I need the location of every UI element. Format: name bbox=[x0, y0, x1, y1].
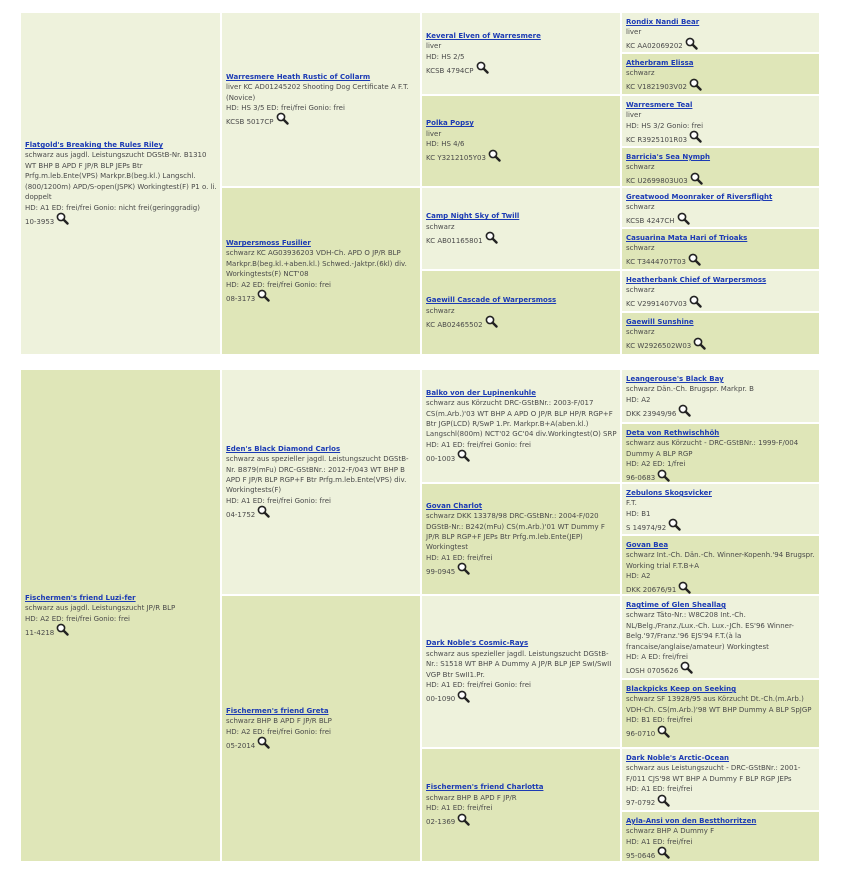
magnifier-icon[interactable] bbox=[257, 740, 270, 751]
dog-health: HD: B1 ED: frei/frei bbox=[626, 716, 693, 725]
registration-number: LOSH 0705626 bbox=[626, 667, 679, 676]
dog-registration bbox=[226, 740, 417, 751]
dog-info: schwarz aus Körzucht - DRC-GStBNr.: 1999-F/004 Dummy A BLP RGP bbox=[626, 439, 799, 458]
pedigree-grandparent-cell bbox=[422, 484, 620, 594]
pedigree-parent-cell bbox=[222, 13, 420, 186]
magnifier-icon[interactable] bbox=[457, 453, 470, 464]
registration-number: 11-4218 bbox=[25, 628, 55, 637]
dog-name-link[interactable]: Dark Noble's Arctic-Ocean bbox=[626, 754, 730, 762]
registration-number: 99-0945 bbox=[426, 567, 456, 576]
dog-name-link[interactable]: Gaewill Cascade of Warpersmoss bbox=[426, 296, 557, 305]
dog-name-link[interactable]: Balko von der Lupinenkuhle bbox=[426, 388, 536, 397]
pedigree-parent-cell bbox=[222, 370, 420, 594]
dog-health: HD: A2 ED: frei/frei Gonio: frei bbox=[25, 614, 130, 623]
registration-number: KC Y3212105Y03 bbox=[426, 154, 486, 163]
dog-name-link[interactable]: Zebulons Skogsvicker bbox=[626, 489, 712, 497]
dog-name-link[interactable]: Warresmere Heath Rustic of Collarm bbox=[226, 72, 371, 81]
dog-registration bbox=[626, 473, 816, 482]
magnifier-icon[interactable] bbox=[257, 293, 270, 304]
dog-name-link[interactable]: Ayla-Ansi von den Bestthorritzen bbox=[626, 817, 757, 825]
dog-name-link[interactable]: Gaewill Sunshine bbox=[626, 318, 694, 326]
dog-info: schwarz bbox=[626, 163, 655, 172]
dog-info: schwarz aus Leistungszucht - DRC-GStBNr.: 2001-F/011 CJS'98 WT BHP A Dummy F BLP RGP JEPs bbox=[626, 764, 801, 783]
magnifier-icon[interactable] bbox=[689, 82, 702, 93]
dog-name-link[interactable]: Casuarina Mata Hari of Trioaks bbox=[626, 234, 748, 242]
registration-number: 00-1003 bbox=[426, 454, 456, 463]
dog-health: HD: A ED: frei/frei bbox=[626, 653, 688, 662]
dog-registration bbox=[626, 341, 816, 352]
dog-registration bbox=[426, 153, 617, 164]
dog-health: HD: A2 bbox=[626, 395, 651, 404]
dog-registration bbox=[626, 82, 816, 93]
registration-number: 00-1090 bbox=[426, 695, 456, 704]
pedigree-grandparent-cell bbox=[422, 271, 620, 354]
pedigree-sire-cell bbox=[21, 370, 220, 861]
magnifier-icon[interactable] bbox=[657, 473, 670, 482]
pedigree-great-grandparent-cell bbox=[622, 749, 819, 810]
dog-registration bbox=[626, 257, 816, 268]
dog-registration bbox=[426, 65, 617, 76]
dog-health: HD: A1 ED: frei/frei bbox=[626, 785, 693, 794]
pedigree-great-grandparent-cell bbox=[622, 13, 819, 52]
registration-number: 08-3173 bbox=[226, 294, 256, 303]
pedigree-great-grandparent-cell bbox=[622, 812, 819, 861]
dog-info: schwarz SF 13928/95 aus Körzucht Dt.-Ch.(m.Arb.) VDH-Ch. CS(m.Arb.)'98 WT BHP Dummy A BLP SpJGP bbox=[626, 695, 812, 714]
dog-name-link[interactable]: Polka Popsy bbox=[426, 119, 474, 128]
pedigree-great-grandparent-cell bbox=[622, 148, 819, 186]
magnifier-icon[interactable] bbox=[657, 729, 670, 740]
registration-number: KC V1821903V02 bbox=[626, 83, 687, 92]
magnifier-icon[interactable] bbox=[689, 299, 702, 310]
dog-info: liver bbox=[626, 111, 642, 120]
pedigree-great-grandparent-cell bbox=[622, 54, 819, 94]
registration-number: KC AB02465502 bbox=[426, 320, 483, 329]
dog-health: HD: A2 ED: frei/frei Gonio: frei bbox=[226, 727, 331, 736]
magnifier-icon[interactable] bbox=[688, 257, 701, 268]
magnifier-icon[interactable] bbox=[680, 665, 693, 676]
dog-registration bbox=[426, 817, 617, 828]
dog-info: schwarz BHP B APD F JP/R bbox=[426, 793, 517, 802]
dog-registration bbox=[626, 176, 816, 186]
dog-registration bbox=[426, 235, 617, 246]
registration-number: KC AB01165801 bbox=[426, 236, 483, 245]
dog-name-link[interactable]: Atherbram Elissa bbox=[626, 59, 694, 67]
pedigree-parent-cell bbox=[222, 188, 420, 354]
magnifier-icon[interactable] bbox=[678, 585, 691, 594]
dog-health: HD: A1 ED: frei/frei Gonio: nicht frei(geringgradig) bbox=[25, 203, 200, 212]
magnifier-icon[interactable] bbox=[685, 41, 698, 52]
magnifier-icon[interactable] bbox=[457, 817, 470, 828]
dog-info: schwarz Int.-Ch. Dän.-Ch. Winner-Kopenh.'94 Brugspr. Working trial F.T.B+A bbox=[626, 551, 815, 570]
dog-name-link[interactable]: Flatgold's Breaking the Rules Riley bbox=[25, 141, 164, 150]
magnifier-icon[interactable] bbox=[668, 522, 681, 533]
dog-health: HD: A1 ED: frei/frei bbox=[426, 804, 493, 813]
dog-health: HD: HS 3/2 Gonio: frei bbox=[626, 121, 704, 130]
dog-name-link[interactable]: Fischermen's friend Charlotta bbox=[426, 783, 544, 792]
dog-name-link[interactable]: Barricia's Sea Nymph bbox=[626, 153, 711, 161]
magnifier-icon[interactable] bbox=[690, 176, 703, 186]
magnifier-icon[interactable] bbox=[488, 153, 501, 164]
pedigree-table-2 bbox=[21, 370, 819, 861]
dog-name-link[interactable]: Warpersmoss Fusilier bbox=[226, 238, 311, 247]
pedigree-grandparent-cell bbox=[422, 749, 620, 861]
dog-registration bbox=[426, 694, 617, 705]
dog-registration bbox=[426, 566, 617, 577]
dog-registration bbox=[626, 850, 816, 861]
dog-registration bbox=[626, 216, 816, 227]
dog-name-link[interactable]: Fischermen's friend Greta bbox=[226, 706, 329, 715]
dog-info: schwarz aus jagdl. Leistungszucht DGStB-Nr. B1310 WT BHP B APD F JP/R BLP JEPs Btr Prfg.m.leb.Ente(VPS) Markpr.B(beg.kl.) Langschl.(800/1200m) APD/S-open(JSPK) Workingtest(F) P1 o. li. doppelt bbox=[25, 151, 217, 202]
pedigree-grandparent-cell bbox=[422, 370, 620, 482]
dog-name-link[interactable]: Heatherbank Chief of Warpersmoss bbox=[626, 276, 767, 284]
dog-name-link[interactable]: Blackpicks Keep on Seeking bbox=[626, 685, 737, 693]
pedigree-great-grandparent-cell bbox=[622, 484, 819, 534]
dog-info: schwarz Täto-Nr.: W8C208 Int.-Ch. NL/Belg./Franz./Lux.-Ch. Lux.-JCh. ES'96 Winner-Belg.'97/Franz.'96 EJS'94 F.T.(à la francaise/anglaise/amateur) Workingtest bbox=[626, 611, 794, 651]
dog-health: HD: A2 ED: frei/frei Gonio: frei bbox=[226, 280, 331, 289]
dog-health: HD: HS 2/5 bbox=[426, 52, 465, 61]
magnifier-icon[interactable] bbox=[276, 116, 289, 127]
pedigree-great-grandparent-cell bbox=[622, 370, 819, 422]
magnifier-icon[interactable] bbox=[657, 850, 670, 861]
dog-info: F.T. bbox=[626, 499, 637, 508]
dog-registration bbox=[626, 798, 816, 809]
pedigree-great-grandparent-cell bbox=[622, 271, 819, 311]
dog-info: schwarz BHP B APD F JP/R BLP bbox=[226, 717, 332, 726]
dog-health: HD: HS 4/6 bbox=[426, 140, 465, 149]
pedigree-grandparent-cell bbox=[422, 13, 620, 94]
dog-name-link[interactable]: Deta von Rethwischhöh bbox=[626, 429, 720, 437]
registration-number: KCSB 5017CP bbox=[226, 117, 274, 126]
magnifier-icon[interactable] bbox=[457, 566, 470, 577]
dog-info: schwarz bbox=[626, 69, 655, 78]
dog-info: schwarz bbox=[626, 328, 655, 337]
pedigree-sire-cell bbox=[21, 13, 220, 354]
registration-number: KC R3925101R03 bbox=[626, 135, 688, 144]
registration-number: 04-1752 bbox=[226, 510, 256, 519]
dog-registration bbox=[626, 665, 816, 676]
dog-health: HD: A1 ED: frei/frei bbox=[426, 553, 493, 562]
magnifier-icon[interactable] bbox=[476, 65, 489, 76]
dog-registration bbox=[626, 408, 816, 419]
dog-registration bbox=[226, 509, 417, 520]
dog-name-link[interactable]: Govan Charlot bbox=[426, 501, 483, 510]
dog-registration bbox=[626, 41, 816, 52]
magnifier-icon[interactable] bbox=[693, 341, 706, 352]
dog-name-link[interactable]: Greatwood Moonraker of Riversflight bbox=[626, 193, 773, 201]
registration-number: DKK 20676/91 bbox=[626, 586, 677, 594]
pedigree-great-grandparent-cell bbox=[622, 596, 819, 678]
dog-registration bbox=[626, 729, 816, 740]
registration-number: 96-0683 bbox=[626, 474, 656, 482]
pedigree-great-grandparent-cell bbox=[622, 313, 819, 354]
dog-registration bbox=[426, 453, 617, 464]
dog-info: schwarz Dän.-Ch. Brugspr. Markpr. B bbox=[626, 385, 754, 394]
registration-number: 96-0710 bbox=[626, 730, 656, 739]
pedigree-grandparent-cell bbox=[422, 596, 620, 747]
pedigree-great-grandparent-cell bbox=[622, 680, 819, 747]
pedigree-great-grandparent-cell bbox=[622, 536, 819, 594]
dog-info: schwarz bbox=[426, 306, 455, 315]
dog-health: HD: HS 3/5 ED: frei/frei Gonio: frei bbox=[226, 103, 345, 112]
dog-name-link[interactable]: Fischermen's friend Luzi-fer bbox=[25, 593, 136, 602]
pedigree-grandparent-cell bbox=[422, 188, 620, 269]
registration-number: 05-2014 bbox=[226, 741, 256, 750]
magnifier-icon[interactable] bbox=[56, 216, 69, 227]
dog-health: HD: A1 ED: frei/frei Gonio: frei bbox=[426, 681, 531, 690]
magnifier-icon[interactable] bbox=[689, 134, 702, 145]
registration-number: 97-0792 bbox=[626, 799, 656, 808]
dog-info: schwarz KC AG03936203 VDH-Ch. APD O JP/R BLP Markpr.B(beg.kl.+aben.kl.) Schwed.-Jaktpr.(6kl) div. Workingtests(F) NCT'08 bbox=[226, 249, 407, 279]
dog-info: schwarz bbox=[626, 286, 655, 295]
pedigree-great-grandparent-cell bbox=[622, 229, 819, 269]
registration-number: DKK 23949/96 bbox=[626, 409, 677, 418]
registration-number: 10-3953 bbox=[25, 217, 55, 226]
pedigree-great-grandparent-cell bbox=[622, 424, 819, 482]
registration-number: KC T3444707T03 bbox=[626, 258, 686, 267]
dog-info: schwarz aus spezieller jagdl. Leistungszucht DGStB-Nr. B879(mFu) DRC-GStBNr.: 2012-F/043 WT BHP B APD F JP/R BLP RGP+F Btr Prfg.m.leb.Ente(VPS) div. Workingtests(F) bbox=[226, 455, 409, 495]
dog-registration bbox=[226, 293, 417, 304]
magnifier-icon[interactable] bbox=[457, 694, 470, 705]
registration-number: 02-1369 bbox=[426, 818, 456, 827]
pedigree-parent-cell bbox=[222, 596, 420, 861]
dog-info: schwarz aus jagdl. Leistungszucht JP/R BLP bbox=[25, 604, 176, 613]
dog-name-link[interactable]: Ragtime of Glen Sheallag bbox=[626, 601, 726, 609]
registration-number: S 14974/92 bbox=[626, 523, 667, 532]
dog-name-link[interactable]: Camp Night Sky of Twill bbox=[426, 212, 520, 221]
dog-registration bbox=[25, 216, 217, 227]
magnifier-icon[interactable] bbox=[677, 216, 690, 227]
dog-health: HD: B1 bbox=[626, 509, 651, 518]
registration-number: KCSB 4794CP bbox=[426, 66, 474, 75]
registration-number: KC AA02069202 bbox=[626, 42, 683, 51]
dog-info: liver bbox=[426, 42, 442, 51]
dog-info: schwarz bbox=[626, 244, 655, 253]
dog-info: schwarz aus spezieller jagdl. Leistungszucht DGStB-Nr.: S1518 WT BHP A Dummy A JP/R BLP JEP SwI/SwII VGP Btr SwII1.Pr. bbox=[426, 649, 612, 679]
registration-number: 95-0646 bbox=[626, 851, 656, 860]
registration-number: KC V2991407V03 bbox=[626, 300, 687, 309]
magnifier-icon[interactable] bbox=[56, 627, 69, 638]
dog-health: HD: A1 ED: frei/frei Gonio: frei bbox=[426, 440, 531, 449]
dog-info: liver bbox=[426, 129, 442, 138]
dog-info: schwarz BHP A Dummy F bbox=[626, 827, 715, 836]
pedigree-great-grandparent-cell bbox=[622, 96, 819, 146]
dog-health: HD: A2 ED: 1/frei bbox=[626, 460, 686, 469]
magnifier-icon[interactable] bbox=[485, 319, 498, 330]
pedigree-table-1 bbox=[21, 13, 819, 354]
dog-info: schwarz DKK 13378/98 DRC-GStBNr.: 2004-F/020 DGStB-Nr.: B242(mFu) CS(m.Arb.)'01 WT Dummy F JP/R BLP RGP+F JEPs Btr Prfg.m.leb.Ente(JEP) Workingtest bbox=[426, 512, 605, 552]
dog-name-link[interactable]: Govan Bea bbox=[626, 541, 669, 549]
dog-name-link[interactable]: Keveral Elven of Warresmere bbox=[426, 31, 541, 40]
magnifier-icon[interactable] bbox=[657, 798, 670, 809]
dog-health: HD: A1 ED: frei/frei bbox=[626, 837, 693, 846]
dog-registration bbox=[426, 319, 617, 330]
dog-registration bbox=[226, 116, 417, 127]
dog-info: liver KC AD01245202 Shooting Dog Certificate A F.T.(Novice) bbox=[226, 83, 409, 102]
dog-info: liver bbox=[626, 28, 642, 37]
dog-name-link[interactable]: Warresmere Teal bbox=[626, 101, 693, 109]
registration-number: KCSB 4247CH bbox=[626, 217, 675, 226]
dog-name-link[interactable]: Eden's Black Diamond Carlos bbox=[226, 444, 341, 453]
registration-number: KC W2926502W03 bbox=[626, 342, 692, 351]
dog-health: HD: A2 bbox=[626, 572, 651, 581]
dog-name-link[interactable]: Dark Noble's Cosmic-Rays bbox=[426, 639, 529, 648]
dog-registration bbox=[626, 585, 816, 594]
dog-name-link[interactable]: Leangerouse's Black Bay bbox=[626, 375, 724, 383]
pedigree-great-grandparent-cell bbox=[622, 188, 819, 227]
dog-info: schwarz bbox=[426, 222, 455, 231]
dog-registration bbox=[626, 134, 816, 145]
registration-number: KC U2699803U03 bbox=[626, 177, 688, 186]
dog-info: schwarz aus Körzucht DRC-GStBNr.: 2003-F/017 CS(m.Arb.)'03 WT BHP A APD O JP/R BLP HP/R RGP+F Btr JGP(LCD) R/SwP 1.Pr. Markpr.B+A(aben.kl.) Langschl(800m) NCT'02 GC'04 div.Workingtest(O) SRP bbox=[426, 399, 617, 439]
dog-registration bbox=[626, 299, 816, 310]
magnifier-icon[interactable] bbox=[257, 509, 270, 520]
dog-registration bbox=[626, 522, 816, 533]
dog-health: HD: A1 ED: frei/frei Gonio: frei bbox=[226, 496, 331, 505]
magnifier-icon[interactable] bbox=[485, 235, 498, 246]
dog-registration bbox=[25, 627, 217, 638]
dog-info: schwarz bbox=[626, 203, 655, 212]
pedigree-grandparent-cell bbox=[422, 96, 620, 186]
dog-name-link[interactable]: Rondix Nandi Bear bbox=[626, 18, 700, 26]
magnifier-icon[interactable] bbox=[678, 408, 691, 419]
